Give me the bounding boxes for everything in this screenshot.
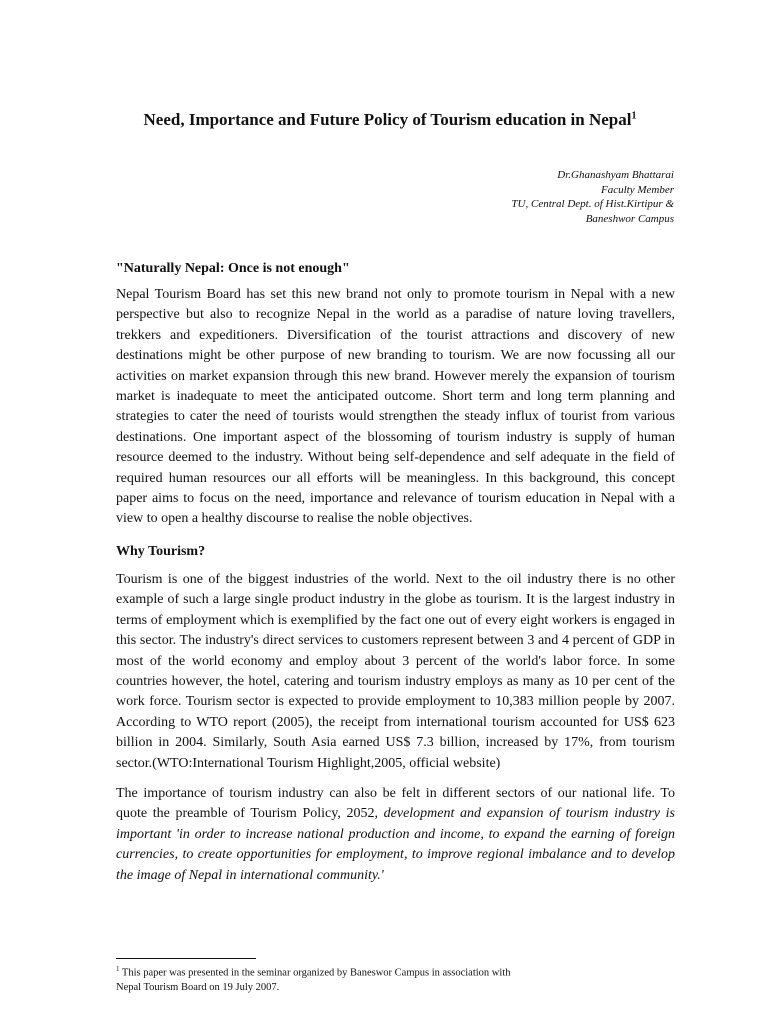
- section-heading-why-tourism: Why Tourism?: [116, 543, 206, 559]
- author-name: Dr.Ghanashyam Bhattarai: [557, 169, 674, 181]
- title-text: Need, Importance and Future Policy of Tourism education in Nepal: [143, 110, 632, 129]
- title-footnote-mark: 1: [631, 110, 637, 122]
- document-title: [130, 109, 650, 131]
- paragraph-brand: Nepal Tourism Board has set this new brand not only to promote tourism in Nepal with a new perspective but also to recognize Nepal in the world as a paradise of nature loving travellers, trekkers and expeditioners. Diversification of the tourist attractions and discovery of new destinations might be other purpose of new branding to tourism. We are now focussing all our activities on market expansion through this new brand. However merely the expansion of tourism market is inadequate to meet the anticipated outcome. Short term and long term planning and strategies to cater the need of tourists would strengthen the steady influx of tourist from various destinations. One important aspect of the blossoming of tourism industry is supply of human resource deemed to the industry. Without being self-dependence and self adequate in the field of required human resources our all efforts will be meaningless. In this background, this concept paper aims to focus on the need, importance and relevance of tourism education in Nepal with a view to open a healthy discourse to realise the noble objectives.: [116, 287, 675, 527]
- paragraph-tourism-industry: Tourism is one of the biggest industries of the world. Next to the oil industry there is no other example of such a large single product industry in the globe as tourism. It is the largest industry in terms of employment which is exemplified by the fact one out of every eight workers is engaged in this sector. The industry's direct services to customers represent between 3 and 4 percent of GDP in most of the world economy and employ about 3 percent of the world's labor force. In some countries however, the hotel, catering and tourism industry employs as many as 10 per cent of the work force. Tourism sector is expected to provide employment to 10,383 million people by 2007. According to WTO report (2005), the receipt from international tourism accounted for US$ 623 billion in 2004. Similarly, South Asia earned US$ 7.3 billion, increased by 17%, from tourism sector.(WTO:International Tourism Highlight,2005, official website): [116, 571, 675, 771]
- author-affiliation-line1: TU, Central Dept. of Hist.Kirtipur &: [511, 198, 674, 210]
- footnote-text: This paper was presented in the seminar organized by Baneswor Campus in association with Nepal Tourism Board on 19 July 2007.: [116, 967, 511, 993]
- author-role: Faculty Member: [601, 183, 674, 196]
- footnote: [116, 962, 536, 995]
- paragraph-intro-text: The importance of tourism industry can also be felt in different sectors of our national life. To quote the preamble of Tourism Policy, 2052: [116, 785, 675, 822]
- paragraph-tourism-importance: [116, 784, 675, 886]
- author-block: [354, 168, 674, 226]
- footnote-divider: [116, 958, 256, 959]
- footnote-mark: 1: [116, 965, 120, 973]
- tourism-policy-quote: , development and expansion of tourism industry is important 'in order to increase national production and income, to expand the earning of foreign currencies, to create opportunities for employment, to improve regional imbalance and to develop the image of Nepal in international community.': [116, 806, 675, 883]
- document-body: [116, 259, 675, 886]
- author-affiliation-line2: Baneshwor Campus: [585, 212, 674, 225]
- section-heading-naturally-nepal: "Naturally Nepal: Once is not enough": [116, 261, 350, 276]
